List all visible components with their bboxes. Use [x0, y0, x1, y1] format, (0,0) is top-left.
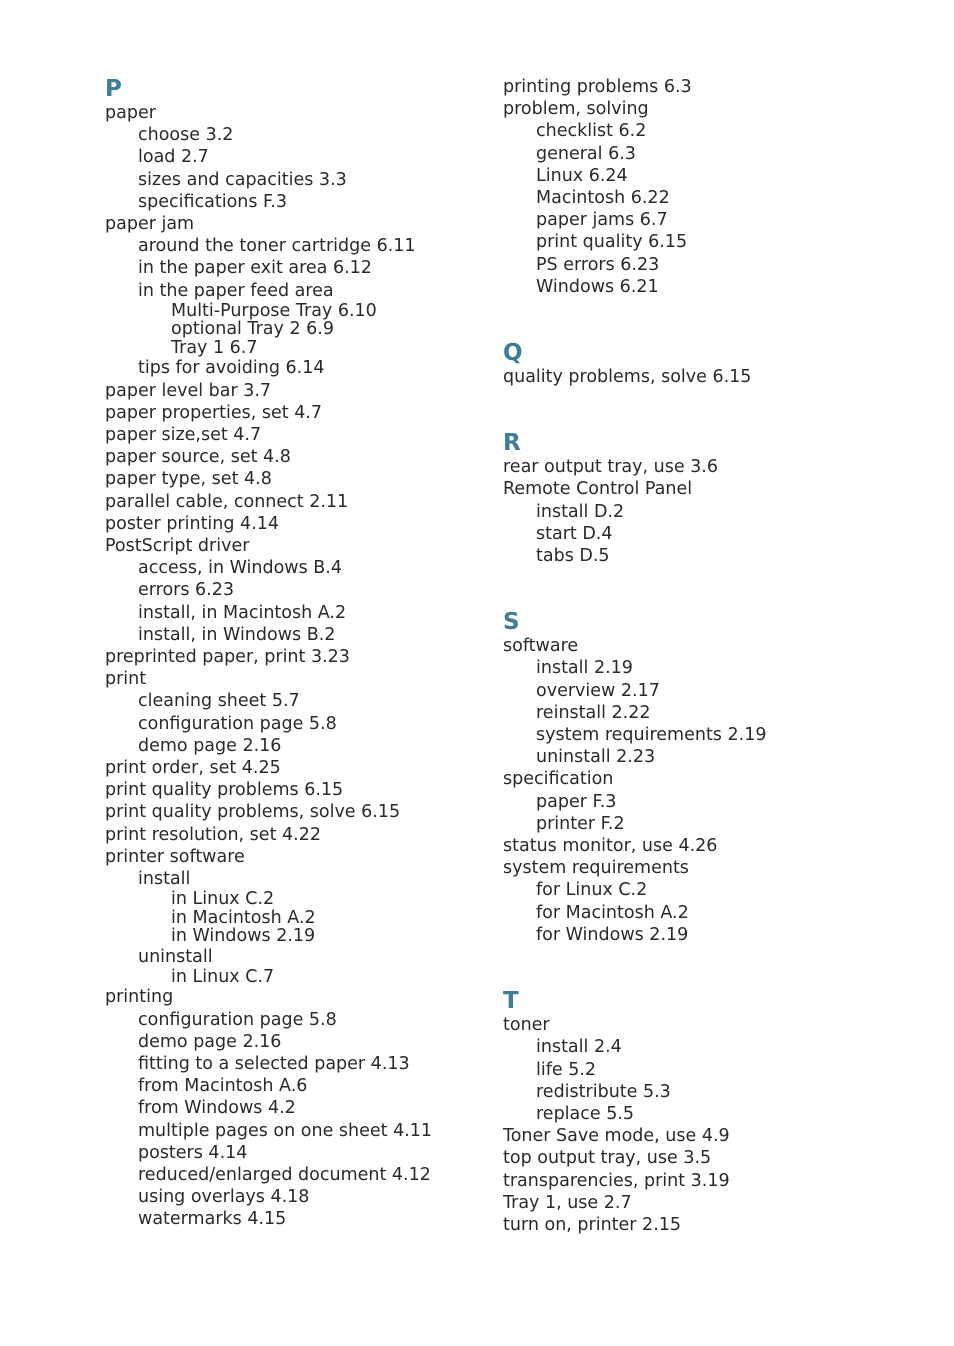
index-subentry: errors 6.23 — [138, 580, 235, 601]
index-entry: printing problems 6.3 — [503, 77, 692, 97]
index-subentry: around the toner cartridge 6.11 — [138, 236, 416, 257]
index-subentry: optional Tray 2 6.9 — [171, 319, 334, 340]
index-subentry: install, in Windows B.2 — [138, 624, 336, 645]
index-section-letter: P — [105, 76, 122, 102]
index-subentry: life 5.2 — [536, 1059, 597, 1080]
index-entry: paper size,set 4.7 — [105, 424, 262, 445]
index-subentry: cleaning sheet 5.7 — [138, 691, 300, 712]
index-subentry: specifications F.3 — [138, 191, 287, 212]
index-section-letter: R — [503, 430, 521, 457]
index-subentry: uninstall 2.23 — [536, 747, 656, 768]
index-subentry: multiple pages on one sheet 4.11 — [138, 1120, 433, 1141]
index-entry: specification — [503, 769, 614, 790]
index-entry: software — [503, 636, 579, 657]
index-subentry: in Linux C.7 — [171, 966, 275, 987]
index-entry: parallel cable, connect 2.11 — [105, 491, 349, 512]
index-entry: printing — [105, 987, 174, 1008]
index-subentry: for Macintosh A.2 — [536, 902, 689, 923]
index-subentry: start D.4 — [536, 523, 613, 544]
index-subentry: in the paper feed area — [138, 280, 334, 301]
index-entry: print — [105, 669, 147, 690]
index-subentry: print quality 6.15 — [536, 232, 688, 253]
index-subentry: in Linux C.2 — [171, 889, 275, 910]
index-subentry: system requirements 2.19 — [536, 725, 767, 746]
index-entry: print quality problems 6.15 — [105, 780, 344, 801]
index-subentry: reinstall 2.22 — [536, 702, 651, 723]
index-subentry: install, in Macintosh A.2 — [138, 602, 347, 623]
index-entry: toner — [503, 1015, 550, 1036]
section-gap — [503, 946, 923, 988]
index-entry: system requirements — [503, 858, 689, 879]
index-entry: turn on, printer 2.15 — [503, 1214, 682, 1235]
section-gap — [503, 567, 923, 609]
index-entry: printer software — [105, 846, 245, 867]
index-subentry: checklist 6.2 — [536, 121, 647, 142]
index-subentry: uninstall — [138, 946, 213, 967]
index-subentry: posters 4.14 — [138, 1142, 248, 1163]
index-section-letter: S — [503, 609, 520, 636]
index-column-left — [105, 76, 485, 1231]
index-subentry: choose 3.2 — [138, 125, 234, 146]
index-subentry: demo page 2.16 — [138, 1031, 282, 1052]
index-subentry: using overlays 4.18 — [138, 1187, 310, 1208]
index-subentry: replace 5.5 — [536, 1103, 635, 1124]
index-subentry: overview 2.17 — [536, 680, 660, 701]
index-entry: PostScript driver — [105, 535, 250, 556]
index-subentry: install — [138, 869, 191, 889]
index-entry: Remote Control Panel — [503, 479, 693, 500]
index-subentry: configuration page 5.8 — [138, 713, 337, 734]
index-subentry: configuration page 5.8 — [138, 1009, 337, 1030]
index-subentry: watermarks 4.15 — [138, 1209, 287, 1230]
index-subentry: load 2.7 — [138, 147, 209, 168]
index-subentry: in Macintosh A.2 — [171, 907, 316, 928]
index-subentry: Tray 1 6.7 — [171, 337, 258, 358]
index-subentry: install 2.4 — [536, 1037, 622, 1058]
index-entry: print resolution, set 4.22 — [105, 824, 321, 845]
index-entry: rear output tray, use 3.6 — [503, 457, 718, 478]
index-subentry: Windows 6.21 — [536, 276, 659, 297]
index-entry: paper — [105, 103, 156, 123]
index-subentry: from Macintosh A.6 — [138, 1076, 308, 1097]
index-subentry: printer F.2 — [536, 813, 625, 834]
index-subentry: redistribute 5.3 — [536, 1081, 671, 1102]
index-section-letter: Q — [503, 340, 523, 367]
index-subentry: for Linux C.2 — [536, 880, 648, 901]
index-entry: print quality problems, solve 6.15 — [105, 802, 401, 823]
index-subentry: fitting to a selected paper 4.13 — [138, 1054, 410, 1075]
index-subentry: for Windows 2.19 — [536, 924, 689, 945]
index-subentry: paper F.3 — [536, 791, 617, 812]
index-entry: poster printing 4.14 — [105, 513, 280, 534]
index-entry: paper type, set 4.8 — [105, 469, 272, 490]
index-subentry: demo page 2.16 — [138, 735, 282, 756]
index-subentry: from Windows 4.2 — [138, 1098, 296, 1119]
index-entry: paper properties, set 4.7 — [105, 402, 323, 423]
index-subentry: reduced/enlarged document 4.12 — [138, 1165, 431, 1186]
index-column-right — [503, 76, 923, 1236]
index-subentry: Multi-Purpose Tray 6.10 — [171, 300, 377, 321]
index-entry: Tray 1, use 2.7 — [503, 1192, 632, 1213]
index-subentry: paper jams 6.7 — [536, 210, 668, 231]
index-subentry: in the paper exit area 6.12 — [138, 258, 372, 279]
section-gap — [503, 388, 923, 430]
index-subentry: Linux 6.24 — [536, 165, 628, 186]
index-entry: problem, solving — [503, 99, 649, 120]
index-entry: print order, set 4.25 — [105, 757, 281, 778]
index-subentry: PS errors 6.23 — [536, 254, 660, 275]
index-entry: transparencies, print 3.19 — [503, 1170, 730, 1191]
index-subentry: install 2.19 — [536, 658, 633, 679]
index-subentry: install D.2 — [536, 501, 625, 522]
index-subentry: access, in Windows B.4 — [138, 558, 342, 579]
index-subentry: sizes and capacities 3.3 — [138, 169, 347, 190]
index-subentry: Macintosh 6.22 — [536, 188, 670, 209]
index-entry: status monitor, use 4.26 — [503, 836, 718, 857]
section-gap — [503, 298, 923, 340]
index-entry: paper level bar 3.7 — [105, 380, 272, 401]
index-entry: top output tray, use 3.5 — [503, 1148, 712, 1169]
index-subentry: tips for avoiding 6.14 — [138, 358, 325, 379]
index-entry: paper source, set 4.8 — [105, 447, 291, 468]
index-entry: quality problems, solve 6.15 — [503, 367, 752, 388]
index-subentry: tabs D.5 — [536, 546, 610, 567]
index-entry: paper jam — [105, 214, 195, 235]
index-section-letter: T — [503, 988, 519, 1015]
index-entry: Toner Save mode, use 4.9 — [503, 1126, 730, 1147]
index-entry: preprinted paper, print 3.23 — [105, 646, 350, 667]
index-subentry: general 6.3 — [536, 143, 636, 164]
index-subentry: in Windows 2.19 — [171, 926, 316, 947]
